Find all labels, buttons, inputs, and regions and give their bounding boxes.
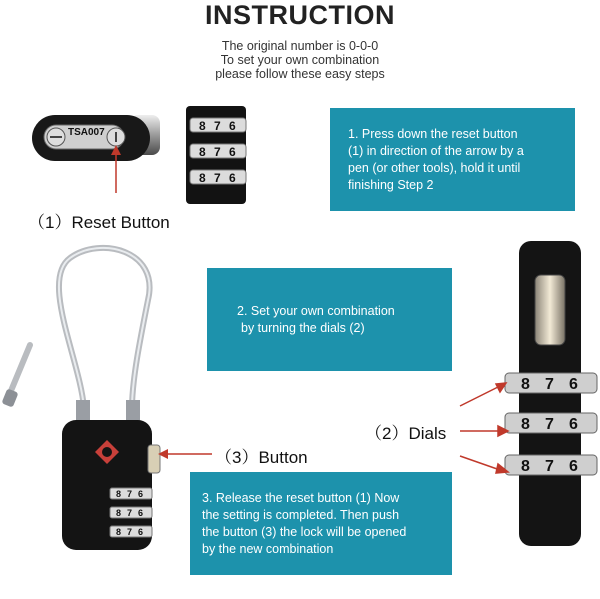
step-1-line-1: 1. Press down the reset button	[348, 126, 518, 141]
step-3-box	[190, 472, 452, 575]
dials-label: （2）Dials	[365, 424, 447, 443]
step-1-box	[330, 108, 575, 211]
dial-digit: 6	[138, 508, 144, 518]
arrow-icon	[496, 383, 506, 392]
subtitle-line-2: To set your own combination	[220, 53, 380, 67]
dial-digit: 7	[545, 376, 554, 393]
dial-digit: 7	[127, 508, 133, 518]
dial-digit: 8	[521, 376, 530, 393]
dial-digit: 6	[569, 458, 578, 475]
lock-top-reset-photo	[30, 105, 165, 210]
cable-lock-photo	[0, 240, 170, 570]
arrow-icon	[498, 426, 508, 436]
dials-side-photo	[505, 235, 600, 560]
reset-button-label: （1）Reset Button	[28, 213, 170, 232]
step-2-box	[207, 268, 452, 371]
dial-digit: 8	[521, 416, 530, 433]
dials-closeup-photo	[186, 106, 246, 204]
dial-digit: 7	[214, 145, 221, 159]
dial-digit: 8	[116, 527, 122, 537]
model-text: TSA007	[68, 127, 105, 138]
dial-digit: 7	[545, 458, 554, 475]
dial-digit: 8	[199, 119, 206, 133]
dial-digit: 8	[199, 171, 206, 185]
dial-digit: 7	[214, 119, 221, 133]
dial-arrows	[458, 378, 508, 473]
button-label: （3）Button	[215, 448, 308, 467]
subtitle-line-1: The original number is 0-0-0	[221, 39, 379, 53]
subtitle-line-3: please follow these easy steps	[215, 67, 385, 81]
step-2-line-2: by turning the dials (2)	[241, 320, 365, 335]
arrow-left-icon	[158, 448, 213, 460]
dial-digit: 8	[199, 145, 206, 159]
page-title: INSTRUCTION	[205, 0, 395, 30]
dial-digit: 7	[545, 416, 554, 433]
step-3-line-3: the button (3) the lock will be opened	[202, 524, 407, 539]
subtitle	[0, 39, 600, 81]
dial-digit: 7	[214, 171, 221, 185]
step-3-line-2: the setting is completed. Then push	[202, 507, 400, 522]
dial-digit: 6	[569, 416, 578, 433]
step-2-line-1: 2. Set your own combination	[237, 303, 395, 318]
step-1-line-4: finishing Step 2	[348, 177, 434, 192]
dial-digit: 7	[127, 489, 133, 499]
step-1-line-3: pen (or other tools), hold it until	[348, 160, 521, 175]
dial-digit: 6	[229, 119, 236, 133]
step-1-line-2: (1) in direction of the arrow by a	[348, 143, 524, 158]
dial-digit: 6	[229, 171, 236, 185]
step-3-line-1: 3. Release the reset button (1) Now	[202, 490, 400, 505]
dial-digit: 6	[138, 527, 144, 537]
dial-digit: 6	[138, 489, 144, 499]
dial-digit: 8	[116, 489, 122, 499]
arrow-icon	[496, 464, 508, 473]
step-3-line-4: by the new combination	[202, 541, 334, 556]
dial-digit: 7	[127, 527, 133, 537]
dial-digit: 8	[521, 458, 530, 475]
dial-digit: 8	[116, 508, 122, 518]
dial-digit: 6	[229, 145, 236, 159]
dial-digit: 6	[569, 376, 578, 393]
